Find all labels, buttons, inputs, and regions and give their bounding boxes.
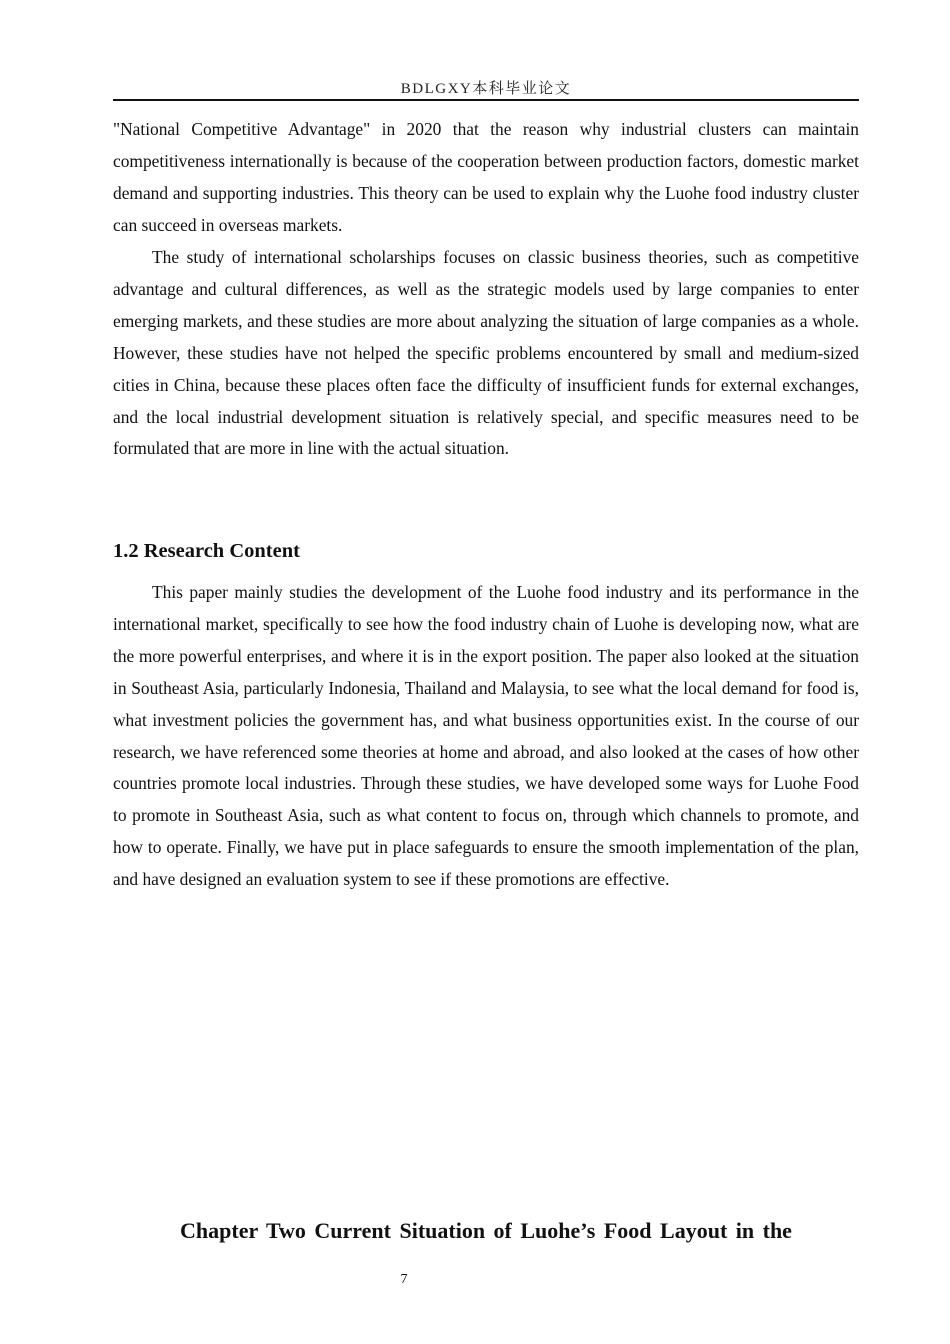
chapter-heading: Chapter Two Current Situation of Luohe’s Food Layout in the <box>180 1218 792 1243</box>
continued-paragraph: "National Competitive Advantage" in 2020 that the reason why industrial clusters can maintain competitiveness internationally is because of the cooperation between production factors, domestic market demand and supporting industries. This theory can be used to explain why the Luohe food industry cluster can succeed in overseas markets. <box>113 119 859 235</box>
international-scholarship-paragraph: The study of international scholarships focuses on classic business theories, such as competitive advantage and cultural differences, as well as the strategic models used by large companies to enter emerging markets, and these studies are more about analyzing the situation of large companies as a whole. However, these studies have not helped the specific problems encountered by small and medium-sized cities in China, because these places often face the difficulty of insufficient funds for external exchanges, and the local industrial development situation is relatively special, and specific measures need to be formulated that are more in line with the actual situation. <box>113 247 859 459</box>
section-heading: 1.2 Research Content <box>113 540 300 562</box>
header-divider <box>113 99 859 101</box>
page-number: 7 <box>400 1272 408 1287</box>
running-header: BDLGXY本科毕业论文 <box>400 81 572 97</box>
research-content-paragraph: This paper mainly studies the development of the Luohe food industry and its performance in the international market, specifically to see how the food industry chain of Luohe is developing now, what are the more powerful enterprises, and where it is in the export position. The paper also looked at the situation in Southeast Asia, particularly Indonesia, Thailand and Malaysia, to see what the local demand for food is, what investment policies the government has, and what business opportunities exist. In the course of our research, we have referenced some theories at home and abroad, and also looked at the cases of how other countries promote local industries. Through these studies, we have developed some ways for Luohe Food to promote in Southeast Asia, such as what content to focus on, through which channels to promote, and how to operate. Finally, we have put in place safeguards to ensure the smooth implementation of the plan, and have designed an evaluation system to see if these promotions are effective. <box>113 582 859 890</box>
